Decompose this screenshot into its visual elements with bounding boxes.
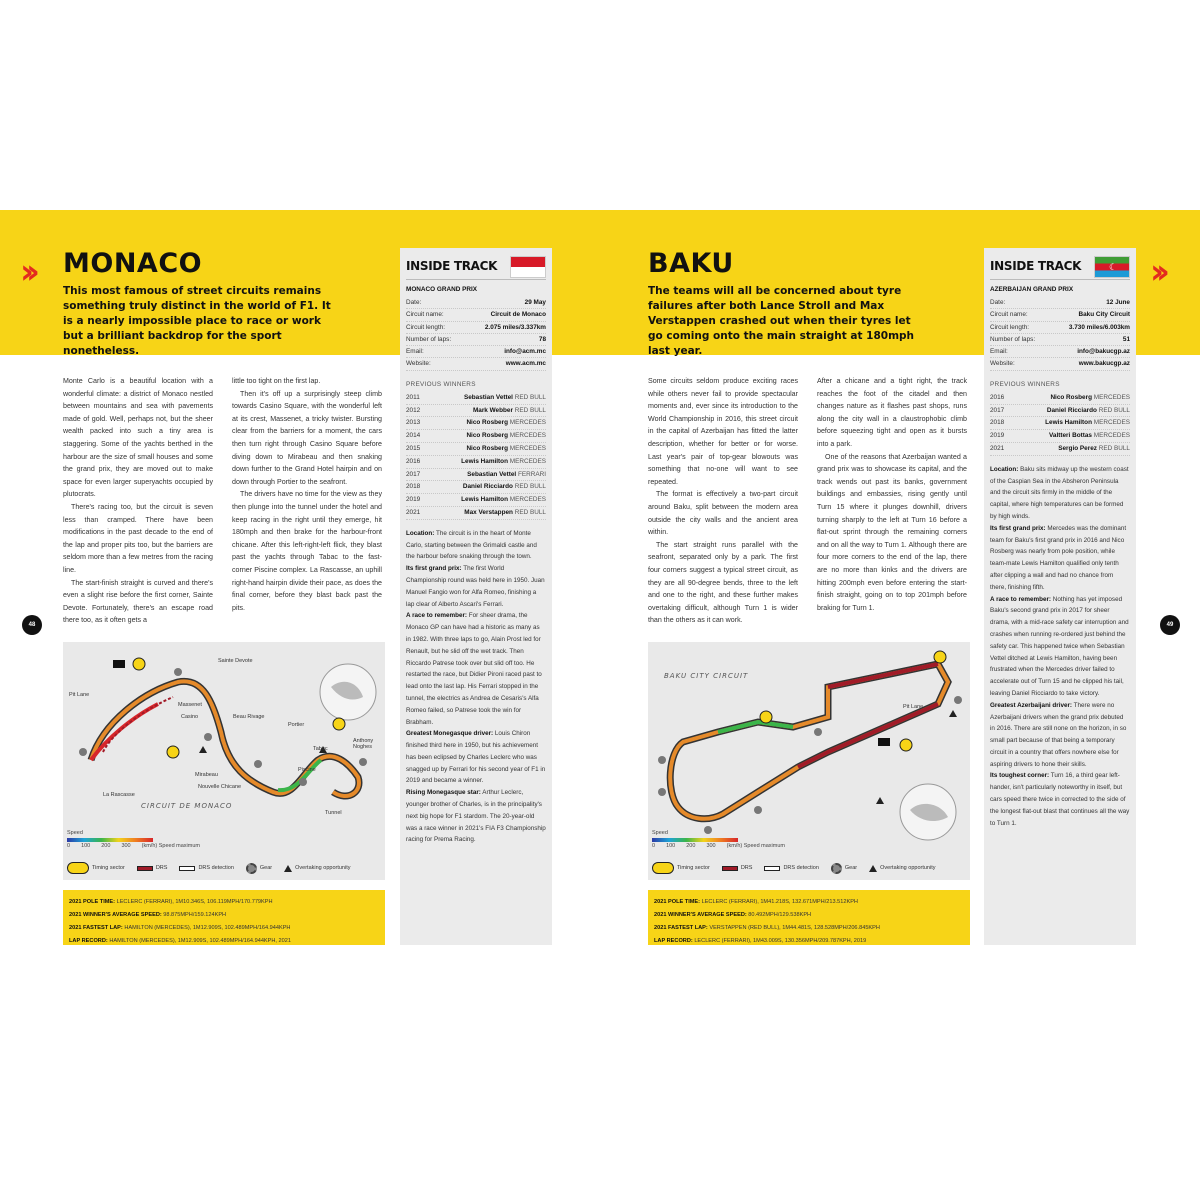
note	[990, 700, 1130, 771]
baku-inside-track	[984, 248, 1136, 945]
stat-label: 2021 POLE TIME:	[654, 899, 701, 905]
timing-sector-marker	[333, 718, 345, 730]
note-label: A race to remember:	[406, 612, 468, 620]
winner-team: RED BULL	[1098, 444, 1130, 452]
monaco-flag-icon	[510, 256, 546, 278]
stat-value: HAMILTON (MERCEDES), 1M12.909S, 102.489MPH/164.944KPH	[124, 925, 291, 931]
winners-title: PREVIOUS WINNERS	[406, 380, 476, 388]
stat-label: 2021 FASTEST LAP:	[69, 925, 123, 931]
speed-tick: 300	[121, 843, 131, 849]
fact-value: 78	[538, 335, 546, 343]
note	[406, 728, 546, 787]
winner-driver: Nico Rosberg	[466, 432, 508, 440]
winner-driver: Nico Rosberg	[1050, 393, 1092, 401]
fact-value: 51	[1122, 335, 1130, 343]
legend-item	[179, 865, 233, 871]
fact-key: Number of laps:	[406, 335, 452, 343]
fact-key: Website:	[406, 360, 431, 368]
baku-body-col2	[817, 375, 967, 614]
winner-team: MERCEDES	[509, 496, 546, 504]
monaco-body-col2	[232, 375, 382, 614]
timing-sector-marker	[167, 746, 179, 758]
circuit-name-label: BAKU CITY CIRCUIT	[664, 672, 749, 680]
fact-key: Circuit name:	[406, 311, 444, 319]
winner-driver: Sebastian Vettel	[463, 393, 513, 401]
stat-row	[654, 922, 964, 935]
note-text: The circuit is in the heart of Monte Carlo, starting between the Grimaldi castle and the harbour before snaking through the town.	[406, 529, 537, 561]
winner-team: MERCEDES	[509, 432, 546, 440]
gear-marker	[174, 668, 182, 676]
stat-value: 98.875MPH/159.124KPH	[163, 912, 227, 918]
monaco-stats-box	[63, 890, 385, 945]
note-label: Rising Monegasque star:	[406, 789, 481, 797]
legend-label: Overtaking opportunity	[880, 865, 936, 871]
winner-row	[406, 417, 546, 430]
fact-row	[990, 309, 1130, 321]
winner-team: MERCEDES	[509, 444, 546, 452]
note	[406, 528, 546, 563]
fact-value: 12 June	[1106, 299, 1130, 306]
stat-value: LECLERC (FERRARI), 1M10.346S, 106.119MPH/170.779KPH	[116, 899, 273, 905]
fact-key: Date:	[990, 299, 1006, 306]
stat-row	[69, 922, 379, 935]
winner-year: 2017	[990, 406, 1005, 414]
overtaking-icon	[284, 865, 292, 872]
paragraph: There's racing too, but the circuit is seven less than cramped. There have been modifications in the past decade to the end of the lap and proper pits too, but the barriers are seldom more than a few metres from the racing line.	[63, 502, 213, 574]
legend-item	[652, 862, 710, 874]
legend-label: DRS detection	[198, 865, 234, 871]
fact-value: 3.730 miles/6.003km	[1068, 323, 1130, 331]
speed-title: Speed	[67, 830, 83, 836]
winner-year: 2021	[990, 444, 1005, 452]
drs-detection-icon	[764, 866, 780, 871]
winner-row	[990, 392, 1130, 405]
monaco-body-col1	[63, 375, 213, 627]
winner-row	[990, 405, 1130, 418]
stat-row	[69, 909, 379, 922]
paragraph: The format is effectively a two-part circuit around Baku, split between the modern area outside the city walls and the ancient area within.	[648, 490, 798, 537]
fact-value: 29 May	[524, 299, 546, 306]
note	[406, 787, 546, 846]
fact-row	[406, 334, 546, 346]
gear-icon	[831, 863, 842, 874]
stat-label: 2021 WINNER'S AVERAGE SPEED:	[654, 912, 747, 918]
stat-label: 2021 POLE TIME:	[69, 899, 116, 905]
corner-label: Beau Rivage	[233, 714, 265, 720]
stat-label: 2021 FASTEST LAP:	[654, 925, 708, 931]
monaco-intro: This most famous of street circuits remains something truly distinct in the world of F1. It is a nearly impossible place to race or work but a brilliant backdrop for the sport nonetheless.	[63, 285, 331, 357]
note	[406, 610, 546, 728]
corner-label: Pit Lane	[903, 704, 924, 710]
corner-label: Tabac	[313, 746, 328, 752]
winner-driver: Nico Rosberg	[466, 419, 508, 427]
speed-tick: 100	[81, 843, 91, 849]
gear-marker	[299, 778, 307, 786]
winner-year: 2016	[406, 457, 421, 465]
monaco-title: MONACO	[63, 248, 203, 279]
track-outline	[91, 681, 359, 796]
stat-row	[69, 935, 379, 948]
speed-tick: 200	[686, 843, 696, 849]
corner-label: Tunnel	[325, 810, 342, 816]
baku-circuit-map	[648, 642, 970, 880]
winner-year: 2018	[406, 483, 421, 491]
note-label: Greatest Monegasque driver:	[406, 730, 494, 738]
winner-year: 2014	[406, 432, 421, 440]
legend-label: Overtaking opportunity	[295, 865, 351, 871]
legend-label: DRS detection	[783, 865, 819, 871]
inside-track-header	[990, 254, 1130, 280]
stat-row	[69, 896, 379, 909]
circuit-facts	[406, 297, 546, 371]
paragraph: Then it's off up a surprisingly steep climb towards Casino Square, with the wonderful left at its crest, Massenet, a tricky twister. Bursting clear from the barriers for a moment, the cars then turn right through Casino Square before diving down to Mirabeau and then snaking down further to the Grand Hotel hairpin and on down through Portier to the seafront.	[232, 389, 382, 486]
winner-team: FERRARI	[517, 470, 546, 478]
speed-gradient-bar	[652, 838, 738, 842]
fact-key: Circuit length:	[990, 323, 1030, 331]
stat-row	[654, 909, 964, 922]
stat-row	[654, 935, 964, 948]
winner-year: 2021	[406, 508, 421, 516]
winners-list	[990, 392, 1130, 456]
note	[990, 770, 1130, 829]
circuit-notes	[406, 528, 546, 847]
note-label: Location:	[990, 465, 1019, 473]
fact-row	[406, 309, 546, 321]
corner-label: Portier	[288, 722, 305, 728]
baku-stats-box	[648, 890, 970, 945]
paragraph: Some circuits seldom produce exciting races while others never fail to provide spectacular moments and, ever since its introduction to the World Championship in 2016, this street circuit in the capital of Azerbaijan has fitted the latter description, whether for better or for worse. Last year's pair of top-gear blowouts was something that no-one will want to see repeated.	[648, 377, 798, 486]
winner-team: MERCEDES	[1093, 419, 1130, 427]
gear-marker	[359, 758, 367, 766]
fact-row	[406, 322, 546, 334]
corner-label: Piscine	[298, 767, 316, 773]
gear-marker	[254, 760, 262, 768]
speed-tick: 200	[101, 843, 111, 849]
legend-label: DRS	[155, 865, 168, 871]
speed-gradient-bar	[67, 838, 153, 842]
winner-team: RED BULL	[514, 508, 546, 516]
overtaking-icon	[876, 797, 884, 804]
winner-row	[990, 430, 1130, 443]
stat-value: LECLERC (FERRARI), 1M41.218S, 132.671MPH/213.512KPH	[701, 899, 858, 905]
winner-year: 2012	[406, 406, 421, 414]
note-text: For sheer drama, the Monaco GP can have had a historic as many as in 1982. With three laps to go, Alain Prost led for Renault, but he slid off the wet track. Then Riccardo Patrese took over but slid off too. He restarted the race, but Didier Pironi raced past to lead onto the last lap. His Ferrari stopped in the tunnel, the electrics as Andrea de Cesaris's Alfa Romeo failed, so Patrese took the win for Brabham.	[406, 612, 542, 726]
speed-scale	[67, 830, 200, 849]
start-flag-icon	[113, 660, 125, 668]
winner-team: MERCEDES	[1093, 393, 1130, 401]
legend-item	[246, 863, 272, 874]
legend-label: Timing sector	[677, 865, 710, 871]
note	[990, 523, 1130, 594]
winner-year: 2015	[406, 444, 421, 452]
winner-driver: Sebastian Vettel	[467, 470, 517, 478]
book-spread	[0, 210, 1200, 960]
circuit-name-label: CIRCUIT DE MONACO	[141, 802, 233, 810]
speed-tick: 0	[67, 843, 71, 849]
fact-row	[990, 322, 1130, 334]
note	[990, 594, 1130, 700]
drs-icon	[722, 866, 738, 871]
winner-driver: Lewis Hamilton	[1045, 419, 1092, 427]
gear-marker	[658, 788, 666, 796]
stat-value: HAMILTON (MERCEDES), 1M12.909S, 102.489MPH/164.944KPH, 2021	[109, 938, 291, 944]
corner-label: Pit Lane	[69, 692, 90, 698]
page-number: 49	[1160, 615, 1180, 635]
timing-sector-icon	[67, 862, 89, 874]
speed-tick: 100	[666, 843, 676, 849]
stat-value: 80.492MPH/129.538KPH	[748, 912, 812, 918]
note-label: Greatest Azerbaijani driver:	[990, 701, 1073, 709]
azerbaijan-flag-icon	[1094, 256, 1130, 278]
corner-label: Nouvelle Chicane	[198, 784, 242, 790]
winner-driver: Mark Webber	[472, 406, 513, 414]
drs-zone	[828, 664, 938, 687]
stat-value: LECLERC (FERRARI), 1M43.009S, 130.356MPH/209.787KPH, 2019	[694, 938, 867, 944]
fact-row	[990, 358, 1130, 370]
fact-key: Circuit name:	[990, 311, 1028, 319]
speed-scale	[652, 830, 785, 849]
paragraph: The drivers have no time for the view as they then plunge into the tunnel under the hotel and keep racing in the right until they emerge, hit 180mph and then brake for the harbour-front chicane. After this left-right-left flick, they blast past the yachts through Tabac to the fast-corner Piscine complex. La Rascasse, an uphill right-hand hairpin divide their pace, as does the final corner, before they blast back past the pits.	[232, 490, 382, 612]
paragraph: The start straight runs parallel with the seafront, separated only by a park. The first four corners suggest a typical street circuit, as they are all 90-degree bends, three to the left and one to the right, and these further makes overtaking difficult, although Turn 1 is wider than the others as it can work.	[648, 540, 798, 625]
fact-value: Circuit de Monaco	[490, 311, 546, 319]
drs-icon	[137, 866, 153, 871]
corner-label: Anthony Noghes	[353, 738, 374, 750]
note-text: Nothing has yet imposed Baku's second grand prix in 2017 for sheer drama, with a mid-race safety car interruption and crashes when running re-ordered just behind the safety car. This happened twice when Sebastian Vettel ditched at Lewis Hamilton, having been frustrated when the Mercedes driver failed to accelerate out of Turn 15 and he clipped his tail, leaving Daniel Ricciardo to take victory.	[990, 595, 1129, 697]
gear-marker	[754, 806, 762, 814]
gp-name: MONACO GRAND PRIX	[406, 286, 478, 293]
fact-value: www.bakucgp.az	[1078, 360, 1130, 368]
note	[990, 464, 1130, 523]
map-legend	[63, 856, 385, 880]
winner-row	[406, 443, 546, 456]
winner-year: 2018	[990, 419, 1005, 427]
baku-title: BAKU	[648, 248, 734, 279]
note-text: Baku sits midway up the western coast of the Caspian Sea in the Absheron Peninsula and the circuit sits firmly in the middle of the capital, where high temperatures can be formed by high winds.	[990, 465, 1129, 520]
winner-team: MERCEDES	[509, 457, 546, 465]
paragraph: Monte Carlo is a beautiful location with a wonderful climate: a district of Monaco nestled between mountains and sea with pavements made of gold. Well, perhaps not, but the sheer wealth packed into such a tiny area is staggering. Some of the yachts berthed in the harbour are the size of small houses and some the grand prix, they are moved out to make space for even larger superyachts occupied by plutocrats.	[63, 377, 213, 499]
inside-track-title: INSIDE TRACK	[990, 259, 1082, 273]
fact-key: Number of laps:	[990, 335, 1036, 343]
fact-key: Email:	[406, 348, 424, 356]
winner-row	[406, 405, 546, 418]
chevron-icon: ››	[20, 252, 33, 292]
corner-label: Massenet	[178, 702, 202, 708]
speed-ticks	[67, 843, 200, 849]
baku-body-col1	[648, 375, 798, 627]
fact-row	[990, 334, 1130, 346]
timing-sector-marker	[760, 711, 772, 723]
winner-year: 2011	[406, 393, 420, 401]
winner-row	[406, 494, 546, 507]
winner-team: MERCEDES	[1093, 432, 1130, 440]
timing-sector-marker	[934, 651, 946, 663]
fact-key: Circuit length:	[406, 323, 446, 331]
winner-team: RED BULL	[514, 483, 546, 491]
circuit-notes	[990, 464, 1130, 830]
fact-value: www.acm.mc	[505, 360, 546, 368]
fact-key: Website:	[990, 360, 1015, 368]
legend-label: Gear	[844, 865, 858, 871]
legend-item	[137, 865, 168, 871]
circuit-facts	[990, 297, 1130, 371]
note-label: A race to remember:	[990, 595, 1052, 603]
winner-driver: Daniel Ricciardo	[1046, 406, 1097, 414]
winner-row	[406, 481, 546, 494]
stat-label: 2021 WINNER'S AVERAGE SPEED:	[69, 912, 162, 918]
fact-value: info@bakucgp.az	[1077, 348, 1130, 356]
note-text: Mercedes was the dominant team for Baku's first grand prix in 2016 and Nico Rosberg was nearly from pole position, while team-mate Lewis Hamilton qualified only tenth after clipping a wall and had no chance from there, finishing fifth.	[990, 524, 1127, 591]
speed-note: (km/h) Speed maximum	[726, 843, 786, 849]
winner-driver: Valtteri Bottas	[1049, 432, 1092, 440]
paragraph: One of the reasons that Azerbaijan wanted a grand prix was to showcase its capital, and the track wends out past its banks, government buildings and embassies, rising gently until Turn 15 where it plunges downhill, drivers turning sharply to the left at Turn 16 before a flat-out sprint through the remaining corners and on all the way to Turn 1. Although there are four more corners to the end of the lap, there are no more than kinks and the drivers are hitting 200mph even before entering the start-finish straight, going on to top 201mph before braking for Turn 1.	[817, 452, 967, 612]
winner-driver: Lewis Hamilton	[461, 457, 508, 465]
legend-item	[284, 865, 350, 872]
speed-title: Speed	[652, 830, 668, 836]
winner-team: RED BULL	[514, 406, 546, 414]
winner-year: 2013	[406, 419, 421, 427]
legend-label: Timing sector	[92, 865, 125, 871]
gear-marker	[204, 733, 212, 741]
winner-row	[406, 392, 546, 405]
winner-year: 2019	[990, 432, 1005, 440]
legend-item	[722, 865, 753, 871]
legend-item	[869, 865, 935, 872]
winners-list	[406, 392, 546, 520]
fact-value: 2.075 miles/3.337km	[484, 323, 546, 331]
fact-row	[406, 346, 546, 358]
speed-tick: 0	[652, 843, 656, 849]
monaco-track-diagram	[63, 642, 385, 856]
winner-driver: Nico Rosberg	[466, 444, 508, 452]
gear-icon	[246, 863, 257, 874]
corner-label: Mirabeau	[195, 772, 218, 778]
legend-item	[831, 863, 857, 874]
timing-sector-icon	[652, 862, 674, 874]
winner-driver: Lewis Hamilton	[461, 496, 508, 504]
overtaking-icon	[869, 865, 877, 872]
winner-row	[990, 417, 1130, 430]
fact-row	[406, 358, 546, 370]
drs-detection-icon	[179, 866, 195, 871]
winner-row	[406, 469, 546, 482]
legend-item	[764, 865, 818, 871]
note-text: Turn 16, a third gear left-hander, isn't particularly noteworthy in itself, but cars speed there twice in corrected to the side of the longest flat-out blast that continues all the way to Turn 1.	[990, 772, 1130, 827]
page-number: 48	[22, 615, 42, 635]
winner-year: 2016	[990, 393, 1005, 401]
gp-name: AZERBAIJAN GRAND PRIX	[990, 286, 1074, 293]
fact-row	[990, 297, 1130, 309]
winner-year: 2019	[406, 496, 421, 504]
corner-label: Sainte Devote	[218, 658, 253, 664]
start-flag-icon	[878, 738, 890, 746]
legend-label: DRS	[740, 865, 753, 871]
monaco-inside-track	[400, 248, 552, 945]
overtaking-icon	[199, 746, 207, 753]
overtaking-icon	[949, 710, 957, 717]
inside-track-header	[406, 254, 546, 280]
winner-driver: Sergio Perez	[1058, 444, 1097, 452]
note-label: Its first grand prix:	[406, 565, 462, 573]
stat-label: LAP RECORD:	[654, 938, 693, 944]
gear-marker	[658, 756, 666, 764]
note-text: There were no Azerbaijani drivers when the grand prix debuted in 2016. There are still none on the horizon, in so small part because of that being a temporary circuit in a country that offers nowhere else for aspiring drivers to hone their skills.	[990, 701, 1127, 768]
note-label: Its first grand prix:	[990, 524, 1046, 532]
speed-note: (km/h) Speed maximum	[141, 843, 201, 849]
paragraph: The start-finish straight is curved and there's even a slight rise before the first corner, Sainte Devote. Fortunately, there's an escape road there too, as it often gets a	[63, 578, 213, 625]
winner-row	[990, 443, 1130, 456]
winner-year: 2017	[406, 470, 421, 478]
chevron-icon: ››	[1150, 252, 1163, 292]
winner-team: RED BULL	[514, 393, 546, 401]
fact-key: Date:	[406, 299, 422, 306]
note	[406, 563, 546, 610]
baku-intro: The teams will all be concerned about tyre failures after both Lance Stroll and Max Verstappen crashed out when their tyres let go coming onto the main straight at 180mph last year.	[648, 285, 915, 357]
winners-title: PREVIOUS WINNERS	[990, 380, 1060, 388]
corner-label: Casino	[181, 714, 199, 720]
legend-label: Gear	[259, 865, 273, 871]
fact-row	[406, 297, 546, 309]
note-text: Louis Chiron finished third here in 1950, but his achievement has been eclipsed by Charles Leclerc who was snagged up by Ferrari for his second year of F1 in 2019 and became a winner.	[406, 730, 546, 785]
paragraph: After a chicane and a tight right, the track reaches the foot of the citadel and then changes nature as it flashes past shops, runs along the city wall in a claustrophobic climb before squeezing tight and open as it bursts into a park.	[817, 377, 967, 448]
corner-label: La Rascasse	[103, 792, 135, 798]
fact-value: Baku City Circuit	[1078, 311, 1130, 319]
legend-item	[67, 862, 125, 874]
timing-sector-marker	[133, 658, 145, 670]
winner-team: MERCEDES	[509, 419, 546, 427]
winner-team: RED BULL	[1098, 406, 1130, 414]
note-text: The first World Championship round was held here in 1950. Juan Manuel Fangio won for Alfa Romeo, finishing a lap clear of Alberto Ascari's Ferrari.	[406, 565, 545, 608]
timing-sector-marker	[900, 739, 912, 751]
speed-tick: 300	[706, 843, 716, 849]
winner-driver: Max Verstappen	[464, 508, 513, 516]
map-legend	[648, 856, 970, 880]
winner-row	[406, 507, 546, 520]
note-label: Its toughest corner:	[990, 772, 1050, 780]
note-text: Arthur Leclerc, younger brother of Charles, is in the principality's next big hope for F1 stardom. The 20-year-old was a race winner in 2021's FIA F3 Championship racing for Prema Racing.	[406, 789, 546, 844]
gear-marker	[814, 728, 822, 736]
inside-track-title: INSIDE TRACK	[406, 259, 498, 273]
fact-value: info@acm.mc	[504, 348, 546, 356]
gear-marker	[954, 696, 962, 704]
note-label: Location:	[406, 529, 435, 537]
monaco-circuit-map	[63, 642, 385, 880]
stat-label: LAP RECORD:	[69, 938, 108, 944]
stat-row	[654, 896, 964, 909]
speed-ticks	[652, 843, 785, 849]
fact-key: Email:	[990, 348, 1008, 356]
gear-marker	[79, 748, 87, 756]
paragraph: little too tight on the first lap.	[232, 377, 321, 385]
winner-row	[406, 456, 546, 469]
winner-row	[406, 430, 546, 443]
fact-row	[990, 346, 1130, 358]
winner-driver: Daniel Ricciardo	[462, 483, 513, 491]
stat-value: VERSTAPPEN (RED BULL), 1M44.481S, 128.528MPH/206.845KPH	[709, 925, 880, 931]
